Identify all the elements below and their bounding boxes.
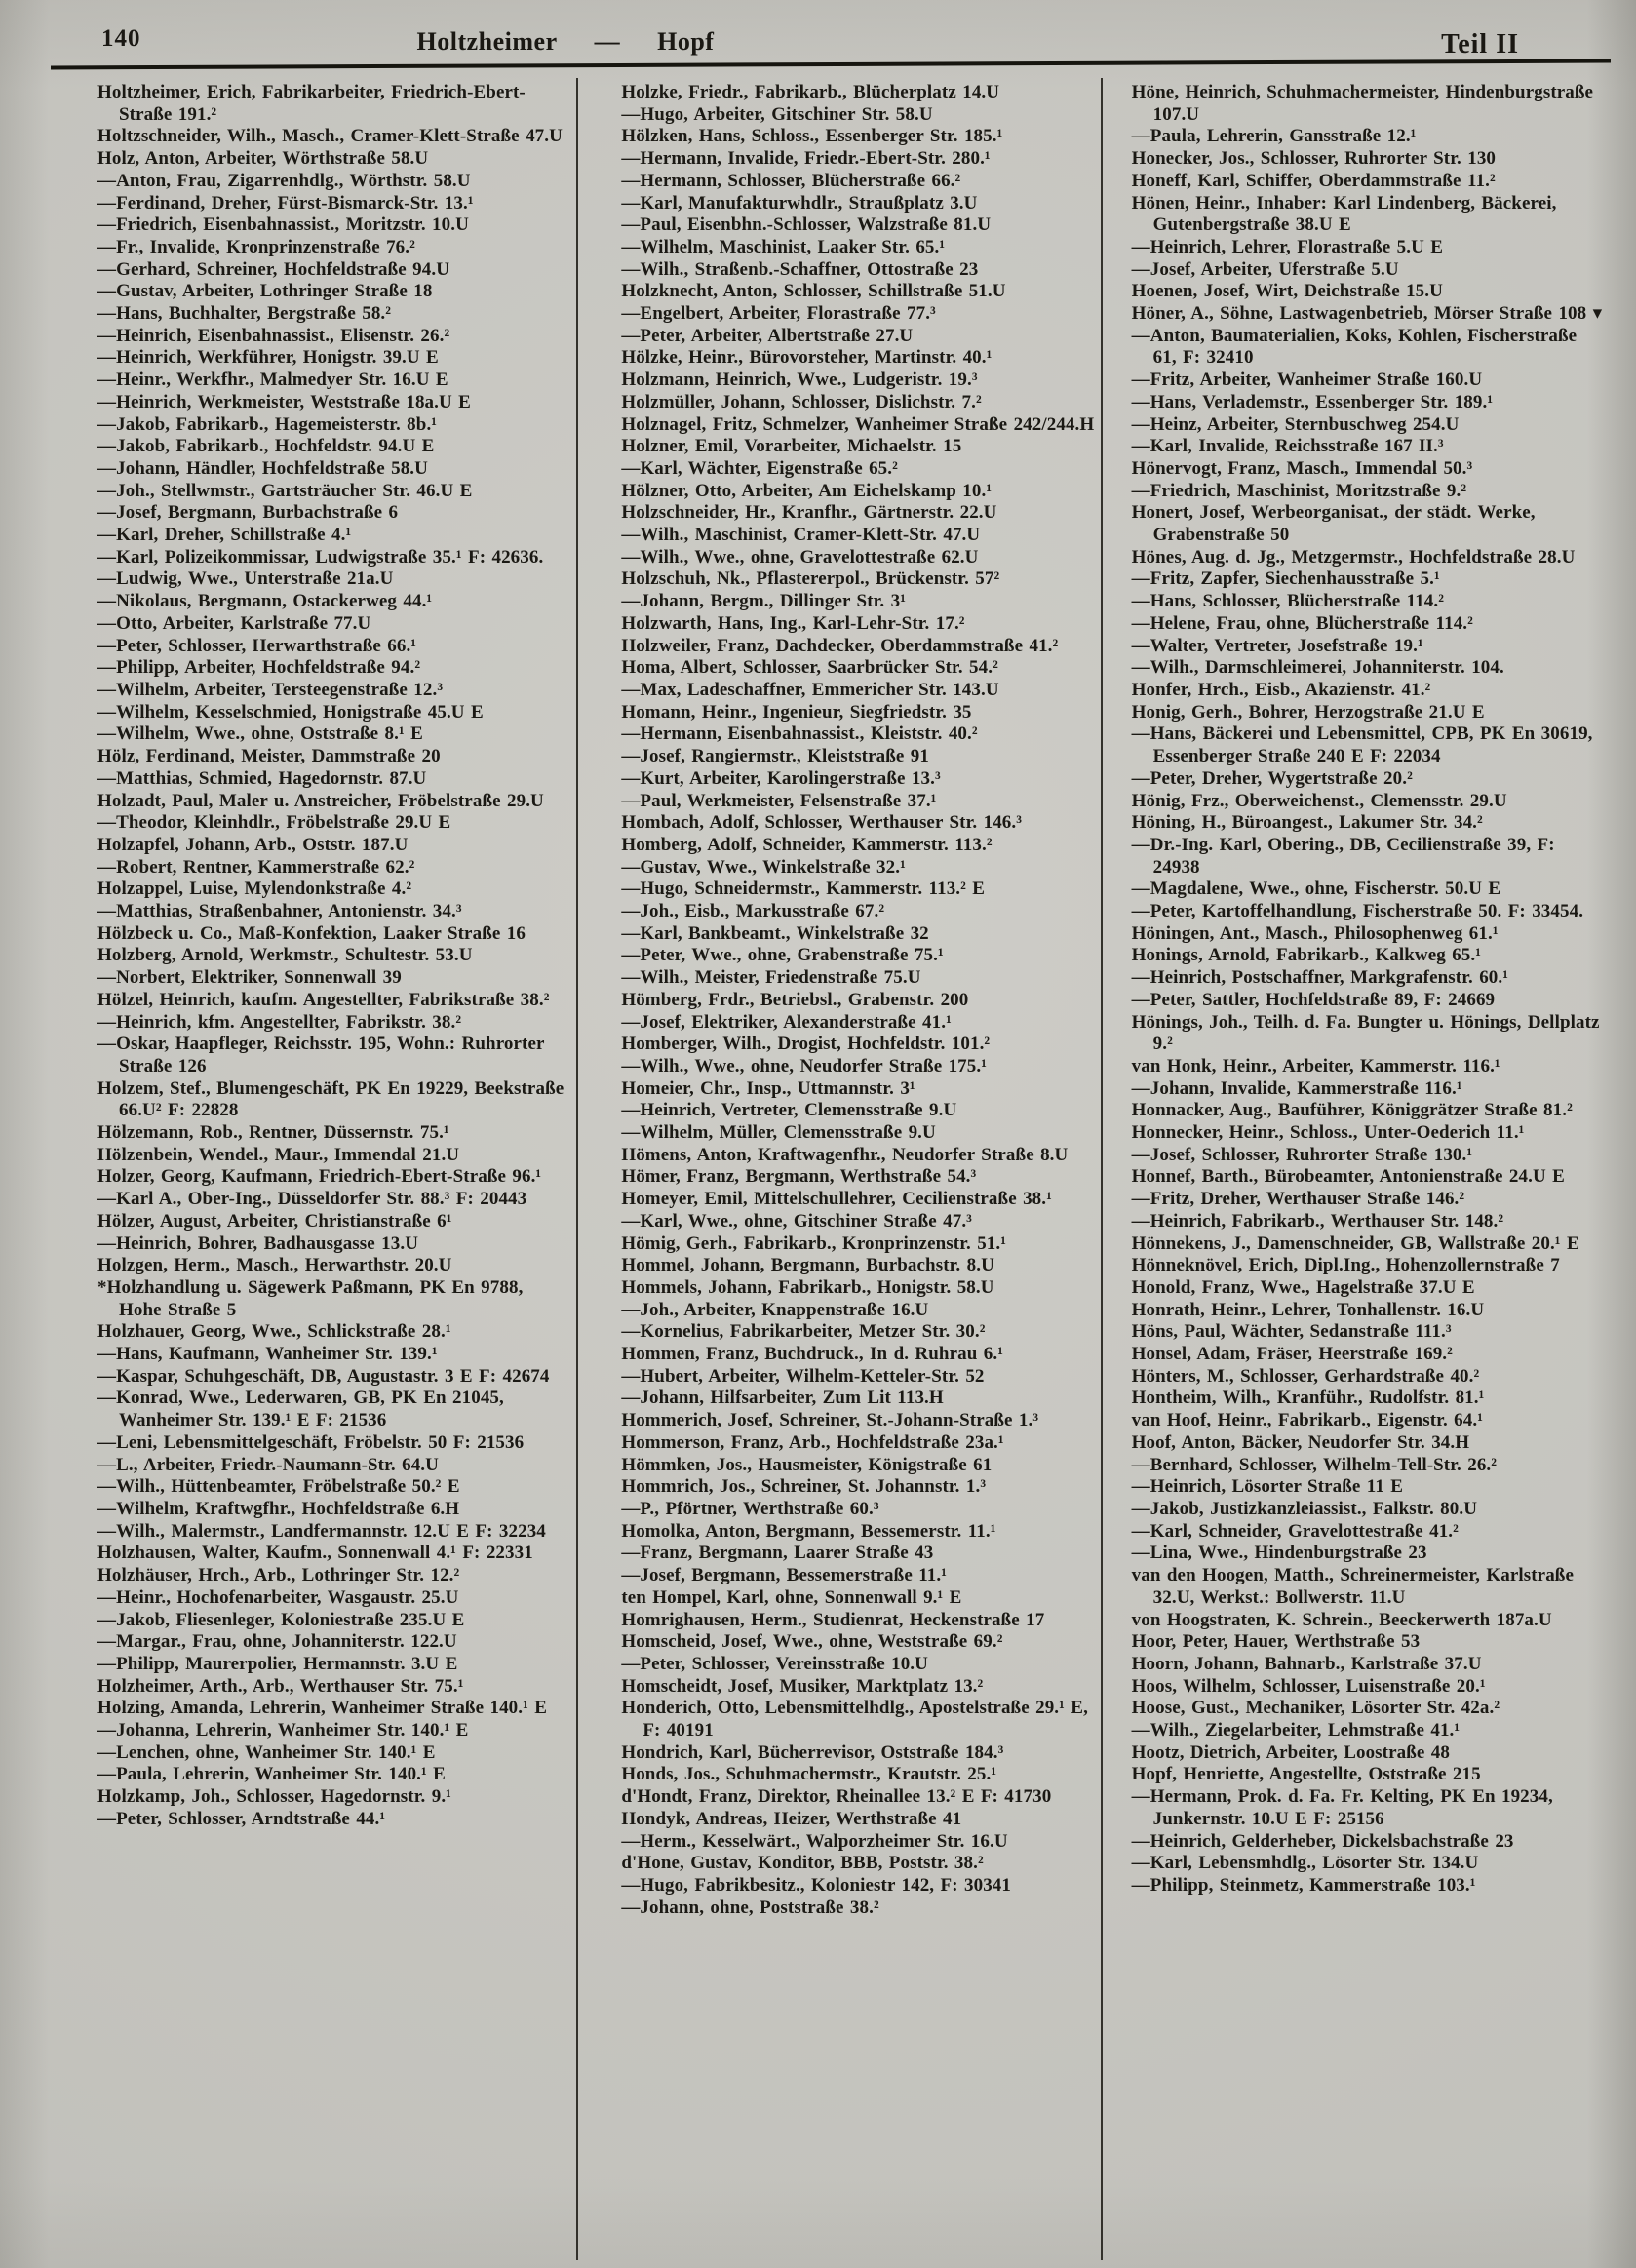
directory-entry: Honds, Jos., Schuhmachermstr., Krautstr. 25.¹ (621, 1764, 997, 1785)
directory-entry: Hommrich, Jos., Schreiner, St. Johannstr. 1.³ (621, 1476, 987, 1498)
directory-entry: —Paul, Eisenbhn.-Schlosser, Walzstraße 81.U (621, 215, 992, 236)
directory-entry: —Heinz, Arbeiter, Sternbuschweg 254.U (1131, 413, 1460, 435)
directory-entry: Holzheimer, Arth., Arb., Werthauser Str. 75.¹ (97, 1675, 464, 1697)
directory-entry: —Philipp, Steinmetz, Kammerstraße 103.¹ (1131, 1874, 1476, 1896)
directory-entry: Holzhausen, Walter, Kaufm., Sonnenwall 4.¹ F: 22331 (97, 1543, 533, 1564)
columns-container (55, 78, 1611, 2260)
column-1 (55, 78, 576, 2260)
directory-entry: —Wilh., Wwe., ohne, Gravelottestraße 62.U (621, 546, 979, 567)
directory-entry: Honnacker, Aug., Bauführer, Königgrätzer Straße 81.² (1131, 1100, 1573, 1121)
directory-entry: Holzknecht, Anton, Schlosser, Schillstraße 51.U (621, 281, 1006, 302)
directory-entry: Hömens, Anton, Kraftwagenfhr., Neudorfer Straße 8.U (621, 1144, 1069, 1165)
column-3 (1101, 78, 1611, 2260)
directory-entry: —Herm., Kesselwärt., Walporzheimer Str. 16.U (621, 1830, 1008, 1852)
directory-entry: —Joh., Eisb., Markusstraße 67.² (621, 901, 885, 922)
directory-entry: Honert, Josef, Werbeorganisat., der städt. Werke, Grabenstraße 50 (1131, 502, 1536, 546)
directory-entry: —P., Pförtner, Werthstraße 60.³ (621, 1499, 879, 1519)
directory-entry: —Margar., Frau, ohne, Johanniterstr. 122.U (97, 1631, 457, 1653)
directory-entry: —Joh., Stellwmstr., Gartsträucher Str. 46.U E (97, 480, 473, 501)
directory-entry: —Heinr., Hochofenarbeiter, Wasgaustr. 25.U (97, 1586, 459, 1608)
directory-entry: —Wilh., Straßenb.-Schaffner, Ottostraße 23 (621, 258, 979, 280)
directory-entry: —Hans, Kaufmann, Wanheimer Str. 139.¹ (97, 1344, 438, 1365)
title-last-entry: Hopf (657, 27, 715, 56)
directory-entry: —Karl, Schneider, Gravelottestraße 41.² (1131, 1520, 1459, 1542)
directory-entry: —Heinrich, Vertreter, Clemensstraße 9.U (621, 1100, 957, 1121)
directory-entry: Holz, Anton, Arbeiter, Wörthstraße 58.U (97, 148, 429, 170)
directory-entry: Holzschneider, Hr., Kranfhr., Gärtnerstr. 22.U (621, 502, 997, 524)
directory-entry: *Holzhandlung u. Sägewerk Paßmann, PK En 9788, Hohe Straße 5 (97, 1276, 524, 1320)
directory-entry: —Karl, Bankbeamt., Winkelstraße 32 (621, 922, 929, 944)
directory-entry: —Hugo, Schneidermstr., Kammerstr. 113.² E (621, 879, 986, 900)
directory-entry: —Engelbert, Arbeiter, Florastraße 77.³ (621, 303, 936, 325)
directory-entry: —Karl A., Ober-Ing., Düsseldorfer Str. 88.³ F: 20443 (97, 1189, 527, 1210)
directory-entry: —Fritz, Arbeiter, Wanheimer Straße 160.U (1131, 370, 1483, 391)
directory-entry: Homscheidt, Josef, Musiker, Marktplatz 13.² (621, 1675, 984, 1697)
directory-entry: von Hoogstraten, K. Schrein., Beeckerwerth 187a.U (1131, 1609, 1552, 1630)
directory-entry: Höns, Paul, Wächter, Sedanstraße 111.³ (1131, 1321, 1452, 1343)
directory-entry: Hölzbeck u. Co., Maß-Konfektion, Laaker Straße 16 (97, 922, 526, 944)
directory-entry: —Lina, Wwe., Hindenburgstraße 23 (1131, 1543, 1427, 1564)
directory-entry: Höning, H., Büroangest., Lakumer Str. 34.² (1131, 812, 1483, 834)
directory-entry: —Heinrich, Lösorter Straße 11 E (1131, 1476, 1404, 1498)
directory-entry: Holzberg, Arnold, Werkmstr., Schultestr. 53.U (97, 945, 473, 966)
directory-entry: Holzke, Friedr., Fabrikarb., Blücherplatz 14.U (621, 82, 1000, 102)
directory-entry: —Robert, Rentner, Kammerstraße 62.² (97, 856, 415, 878)
directory-entry: Homrighausen, Herm., Studienrat, Heckenstraße 17 (621, 1609, 1045, 1630)
directory-entry: —Wilh., Malermstr., Landfermannstr. 12.U E F: 32234 (97, 1520, 546, 1542)
directory-entry: Holzhäuser, Hrch., Arb., Lothringer Str. 12.² (97, 1565, 460, 1586)
directory-entry: —Karl, Lebensmhdlg., Lösorter Str. 134.U (1131, 1853, 1479, 1874)
directory-entry: Holzkamp, Joh., Schlosser, Hagedornstr. 9.¹ (97, 1786, 451, 1808)
directory-entry: Hölzer, August, Arbeiter, Christianstraße 6¹ (97, 1210, 452, 1232)
directory-entry: —L., Arbeiter, Friedr.-Naumann-Str. 64.U (97, 1454, 439, 1475)
directory-entry: —Lenchen, ohne, Wanheimer Str. 140.¹ E (97, 1741, 436, 1763)
directory-entry: —Wilh., Darmschleimerei, Johanniterstr. 104. (1131, 657, 1504, 679)
directory-entry: —Matthias, Straßenbahner, Antonienstr. 34.³ (97, 901, 462, 922)
directory-entry: Honnecker, Heinr., Schloss., Unter-Oederich 11.¹ (1131, 1122, 1525, 1144)
directory-entry: van Honk, Heinr., Arbeiter, Kammerstr. 116.¹ (1131, 1055, 1500, 1076)
directory-entry: Homscheid, Josef, Wwe., ohne, Weststraße 69.² (621, 1631, 1003, 1653)
page-title (0, 27, 1131, 57)
directory-entry: —Helene, Frau, ohne, Blücherstraße 114.² (1131, 612, 1473, 634)
directory-entry: —Josef, Bergmann, Bessemerstraße 11.¹ (621, 1565, 948, 1586)
directory-entry: Hoos, Wilhelm, Schlosser, Luisenstraße 20.¹ (1131, 1675, 1486, 1697)
directory-entry: —Hermann, Eisenbahnassist., Kleiststr. 40.² (621, 723, 978, 745)
directory-entry: —Norbert, Elektriker, Sonnenwall 39 (97, 967, 402, 989)
directory-entry: —Matthias, Schmied, Hagedornstr. 87.U (97, 767, 427, 789)
directory-entry: Holzweiler, Franz, Dachdecker, Oberdammstraße 41.² (621, 635, 1059, 656)
directory-entry: —Johann, Invalide, Kammerstraße 116.¹ (1131, 1077, 1462, 1099)
directory-entry: —Wilhelm, Arbeiter, Tersteegenstraße 12.³ (97, 679, 444, 700)
directory-entry: —Dr.-Ing. Karl, Obering., DB, Cecilienstraße 39, F: 24938 (1131, 834, 1555, 878)
directory-entry: Hömmken, Jos., Hausmeister, Königstraße 61 (621, 1454, 993, 1475)
directory-entry: —Josef, Arbeiter, Uferstraße 5.U (1131, 258, 1399, 280)
directory-entry: van Hoof, Heinr., Fabrikarb., Eigenstr. 64.¹ (1131, 1410, 1483, 1431)
directory-entry: —Peter, Schlosser, Vereinsstraße 10.U (621, 1653, 928, 1674)
directory-entry: Hölzel, Heinrich, kaufm. Angestellter, Fabrikstraße 38.² (97, 989, 550, 1010)
directory-entry: ten Hompel, Karl, ohne, Sonnenwall 9.¹ E (621, 1586, 962, 1608)
directory-entry: Hömer, Franz, Bergmann, Werthstraße 54.³ (621, 1166, 977, 1188)
directory-entry: —Gerhard, Schreiner, Hochfeldstraße 94.U (97, 258, 450, 280)
directory-entry: Hommen, Franz, Buchdruck., In d. Ruhrau 6.¹ (621, 1344, 1003, 1365)
directory-entry: Hommerson, Franz, Arb., Hochfeldstraße 23a.¹ (621, 1431, 1004, 1453)
directory-entry: —Bernhard, Schlosser, Wilhelm-Tell-Str. 26.² (1131, 1454, 1498, 1475)
directory-entry: —Gustav, Arbeiter, Lothringer Straße 18 (97, 281, 433, 302)
directory-entry: Homa, Albert, Schlosser, Saarbrücker Str. 54.² (621, 657, 998, 679)
directory-entry: Homeyer, Emil, Mittelschullehrer, Cecilienstraße 38.¹ (621, 1189, 1052, 1210)
directory-entry: —Hans, Bäckerei und Lebensmittel, CPB, PK En 30619, Essenberger Straße 240 E F: 22034 (1131, 723, 1593, 767)
directory-entry: —Josef, Elektriker, Alexanderstraße 41.¹ (621, 1011, 952, 1033)
directory-entry: Holzner, Emil, Vorarbeiter, Michaelstr. 15 (621, 436, 962, 457)
directory-entry: Honderich, Otto, Lebensmittelhdlg., Apostelstraße 29.¹ E, F: 40191 (621, 1698, 1088, 1741)
directory-entry: —Wilhelm, Maschinist, Laaker Str. 65.¹ (621, 236, 946, 257)
directory-entry: —Walter, Vertreter, Josefstraße 19.¹ (1131, 635, 1423, 656)
directory-entry: —Wilh., Ziegelarbeiter, Lehmstraße 41.¹ (1131, 1720, 1461, 1741)
directory-entry: —Max, Ladeschaffner, Emmericher Str. 143.U (621, 679, 999, 700)
directory-entry: —Anton, Baumaterialien, Koks, Kohlen, Fischerstraße 61, F: 32410 (1131, 325, 1578, 369)
directory-entry: —Paula, Lehrerin, Wanheimer Str. 140.¹ E (97, 1764, 446, 1785)
directory-entry: —Heinrich, Bohrer, Badhausgasse 13.U (97, 1232, 419, 1254)
directory-entry: van den Hoogen, Matth., Schreinermeister, Karlstraße 32.U, Werkst.: Bollwerstr. 11.U (1131, 1565, 1575, 1608)
directory-entry: —Fritz, Zapfer, Siechenhausstraße 5.¹ (1131, 568, 1440, 590)
directory-entry: —Heinrich, Eisenbahnassist., Elisenstr. 26.² (97, 325, 450, 346)
directory-entry: —Jakob, Fliesenleger, Koloniestraße 235.U E (97, 1609, 465, 1630)
directory-entry: Höne, Heinrich, Schuhmachermeister, Hindenburgstraße 107.U (1131, 82, 1594, 125)
directory-entry: —Peter, Sattler, Hochfeldstraße 89, F: 24669 (1131, 989, 1496, 1010)
directory-entry: —Josef, Schlosser, Ruhrorter Straße 130.¹ (1131, 1144, 1473, 1165)
title-dash: — (594, 27, 621, 56)
directory-entry: —Johann, Hilfsarbeiter, Zum Lit 113.H (621, 1388, 944, 1409)
directory-entry: Hoenen, Josef, Wirt, Deichstraße 15.U (1131, 281, 1443, 302)
directory-entry: Holzappel, Luise, Mylendonkstraße 4.² (97, 879, 412, 900)
directory-entry: Honnef, Barth., Bürobeamter, Antonienstraße 24.U E (1131, 1166, 1565, 1188)
directory-entry: d'Hone, Gustav, Konditor, BBB, Poststr. 38.² (621, 1853, 984, 1874)
directory-entry: Hölzenbein, Wendel., Maur., Immendal 21.U (97, 1144, 460, 1165)
directory-entry: —Jakob, Justizkanzleiassist., Falkstr. 80.U (1131, 1499, 1478, 1519)
directory-entry: —Fritz, Dreher, Werthauser Straße 146.² (1131, 1189, 1465, 1210)
directory-entry: —Gustav, Wwe., Winkelstraße 32.¹ (621, 856, 906, 878)
directory-entry: —Friedrich, Eisenbahnassist., Moritzstr. 10.U (97, 215, 469, 236)
directory-entry: Hommels, Johann, Fabrikarb., Honigstr. 58.U (621, 1276, 994, 1298)
directory-entry: Hölz, Ferdinand, Meister, Dammstraße 20 (97, 746, 441, 767)
directory-entry: —Heinrich, kfm. Angestellter, Fabrikstr. 38.² (97, 1011, 462, 1033)
directory-entry: Honig, Gerh., Bohrer, Herzogstraße 21.U E (1131, 701, 1485, 723)
directory-entry: —Peter, Schlosser, Herwarthstraße 66.¹ (97, 635, 417, 656)
directory-entry: —Hans, Schlosser, Blücherstraße 114.² (1131, 591, 1445, 612)
directory-entry: —Leni, Lebensmittelgeschäft, Fröbelstr. 50 F: 21536 (97, 1431, 525, 1453)
directory-entry: Holtzheimer, Erich, Fabrikarbeiter, Friedrich-Ebert-Straße 191.² (97, 82, 526, 125)
directory-entry: Homberger, Wilh., Drogist, Hochfeldstr. 101.² (621, 1034, 991, 1055)
directory-entry: —Ludwig, Wwe., Unterstraße 21a.U (97, 568, 394, 590)
directory-entry: Holznagel, Fritz, Schmelzer, Wanheimer Straße 242/244.H (621, 413, 1095, 435)
directory-entry: —Hermann, Schlosser, Blücherstraße 66.² (621, 170, 961, 191)
directory-entry: —Wilh., Hüttenbeamter, Fröbelstraße 50.² E (97, 1476, 460, 1498)
directory-entry: —Heinr., Werkfhr., Malmedyer Str. 16.U E (97, 370, 448, 391)
directory-entry: —Friedrich, Maschinist, Moritzstraße 9.² (1131, 480, 1467, 501)
directory-entry: —Konrad, Wwe., Lederwaren, GB, PK En 21045, Wanheimer Str. 139.¹ E F: 21536 (97, 1388, 504, 1431)
directory-entry: —Hermann, Prok. d. Fa. Fr. Kelting, PK En 19234, Junkernstr. 10.U E F: 25156 (1131, 1786, 1553, 1829)
directory-entry: Honeff, Karl, Schiffer, Oberdammstraße 11.² (1131, 170, 1496, 191)
page-number: 140 (101, 25, 141, 52)
directory-entry: Höningen, Ant., Masch., Philosophenweg 61.¹ (1131, 922, 1499, 944)
directory-entry: —Peter, Dreher, Wygertstraße 20.² (1131, 767, 1413, 789)
directory-entry: Holzadt, Paul, Maler u. Anstreicher, Fröbelstraße 29.U (97, 790, 544, 811)
directory-entry: —Johann, ohne, Poststraße 38.² (621, 1897, 879, 1918)
directory-entry: —Wilh., Wwe., ohne, Neudorfer Straße 175.¹ (621, 1055, 988, 1076)
directory-entry: —Oskar, Haapfleger, Reichsstr. 195, Wohn.: Ruhrorter Straße 126 (97, 1034, 545, 1076)
directory-entry: Hombach, Adolf, Schlosser, Werthauser Str. 146.³ (621, 812, 1023, 834)
directory-entry: —Josef, Bergmann, Burbachstraße 6 (97, 502, 399, 524)
directory-entry: Hontheim, Wilh., Kranführ., Rudolfstr. 81.¹ (1131, 1388, 1485, 1409)
directory-entry: Honsel, Adam, Fräser, Heerstraße 169.² (1131, 1344, 1453, 1365)
directory-entry: —Franz, Bergmann, Laarer Straße 43 (621, 1543, 934, 1564)
directory-entry: Homann, Heinr., Ingenieur, Siegfriedstr. 35 (621, 701, 972, 723)
directory-entry: Hootz, Dietrich, Arbeiter, Loostraße 48 (1131, 1741, 1450, 1763)
directory-entry: —Wilhelm, Wwe., ohne, Oststraße 8.¹ E (97, 723, 423, 745)
directory-entry: Hommerich, Josef, Schreiner, St.-Johann-Straße 1.³ (621, 1410, 1039, 1431)
directory-entry: Hondyk, Andreas, Heizer, Werthstraße 41 (621, 1808, 962, 1829)
directory-entry: Holtzschneider, Wilh., Masch., Cramer-Klett-Straße 47.U (97, 126, 563, 147)
directory-entry: —Wilhelm, Kesselschmied, Honigstraße 45.U E (97, 701, 484, 723)
directory-entry: —Hugo, Fabrikbesitz., Koloniestr 142, F: 30341 (621, 1874, 1011, 1896)
directory-entry: —Ferdinand, Dreher, Fürst-Bismarck-Str. 13.¹ (97, 192, 474, 214)
directory-entry: Holzem, Stef., Blumengeschäft, PK En 19229, Beekstraße 66.U² F: 22828 (97, 1077, 565, 1121)
directory-entry: Hommel, Johann, Bergmann, Burbachstr. 8.U (621, 1255, 994, 1276)
directory-entry: Holzwarth, Hans, Ing., Karl-Lehr-Str. 17.² (621, 612, 965, 634)
directory-entry: —Wilhelm, Müller, Clemensstraße 9.U (621, 1122, 936, 1144)
directory-entry: —Josef, Rangiermstr., Kleiststraße 91 (621, 746, 929, 767)
directory-entry: Homeier, Chr., Insp., Uttmannstr. 3¹ (621, 1077, 915, 1099)
directory-entry: —Heinrich, Lehrer, Florastraße 5.U E (1131, 236, 1444, 257)
directory-entry: —Hans, Buchhalter, Bergstraße 58.² (97, 303, 392, 325)
directory-entry: —Heinrich, Werkmeister, Weststraße 18a.U E (97, 391, 471, 412)
column-2 (576, 78, 1100, 2260)
directory-entry: Hölzner, Otto, Arbeiter, Am Eichelskamp 10.¹ (621, 480, 993, 501)
directory-entry: Hölzken, Hans, Schloss., Essenberger Str. 185.¹ (621, 126, 1003, 147)
directory-entry: —Peter, Schlosser, Arndtstraße 44.¹ (97, 1808, 386, 1829)
directory-entry: —Kurt, Arbeiter, Karolingerstraße 13.³ (621, 767, 941, 789)
directory-entry: —Peter, Wwe., ohne, Grabenstraße 75.¹ (621, 945, 944, 966)
directory-entry: Hopf, Henriette, Angestellte, Oststraße 215 (1131, 1764, 1481, 1785)
directory-entry: —Karl, Manufakturwhdlr., Straußplatz 3.U (621, 192, 978, 214)
directory-entry: —Kornelius, Fabrikarbeiter, Metzer Str. 30.² (621, 1321, 986, 1343)
directory-entry: —Paul, Werkmeister, Felsenstraße 37.¹ (621, 790, 937, 811)
directory-entry: Hönnekens, J., Damenschneider, GB, Wallstraße 20.¹ E (1131, 1232, 1579, 1254)
directory-entry: Honold, Franz, Wwe., Hagelstraße 37.U E (1131, 1276, 1475, 1298)
directory-entry: Hoor, Peter, Hauer, Werthstraße 53 (1131, 1631, 1421, 1653)
directory-entry: —Wilh., Maschinist, Cramer-Klett-Str. 47.U (621, 525, 981, 546)
directory-entry: Hönen, Heinr., Inhaber: Karl Lindenberg, Bäckerei, Gutenbergstraße 38.U E (1131, 192, 1557, 236)
directory-entry: —Karl, Dreher, Schillstraße 4.¹ (97, 525, 352, 546)
directory-entry: Hönervogt, Franz, Masch., Immendal 50.³ (1131, 457, 1473, 479)
directory-entry: Hönings, Joh., Teilh. d. Fa. Bungter u. Hönings, Dellplatz 9.² (1131, 1011, 1600, 1055)
directory-entry: —Hugo, Arbeiter, Gitschiner Str. 58.U (621, 103, 933, 125)
directory-entry: —Heinrich, Gelderheber, Dickelsbachstraße 23 (1131, 1830, 1514, 1852)
directory-entry: —Joh., Arbeiter, Knappenstraße 16.U (621, 1299, 929, 1320)
directory-entry: —Wilh., Meister, Friedenstraße 75.U (621, 967, 921, 989)
directory-entry: Hoof, Anton, Bäcker, Neudorfer Str. 34.H (1131, 1431, 1470, 1453)
directory-entry: —Philipp, Maurerpolier, Hermannstr. 3.U E (97, 1653, 458, 1674)
directory-entry: Honecker, Jos., Schlosser, Ruhrorter Str. 130 (1131, 148, 1497, 170)
directory-entry: —Philipp, Arbeiter, Hochfeldstraße 94.² (97, 657, 421, 679)
directory-entry: —Johann, Bergm., Dillinger Str. 3¹ (621, 591, 907, 612)
directory-entry: —Magdalene, Wwe., ohne, Fischerstr. 50.U E (1131, 879, 1501, 900)
directory-entry: —Johann, Händler, Hochfeldstraße 58.U (97, 457, 428, 479)
directory-entry: Hoorn, Johann, Bahnarb., Karlstraße 37.U (1131, 1653, 1482, 1674)
directory-entry: Hömig, Gerh., Fabrikarb., Kronprinzenstr. 51.¹ (621, 1232, 1007, 1254)
directory-entry: —Heinrich, Postschaffner, Markgrafenstr. 60.¹ (1131, 967, 1509, 989)
directory-entry: —Peter, Kartoffelhandlung, Fischerstraße 50. F: 33454. (1131, 901, 1584, 922)
directory-entry: Holzschuh, Nk., Pflastererpol., Brückenstr. 57² (621, 568, 1000, 590)
part-label: Teil II (1441, 29, 1519, 59)
directory-entry: —Johanna, Lehrerin, Wanheimer Str. 140.¹ E (97, 1720, 469, 1741)
directory-entry: —Jakob, Fabrikarb., Hochfeldstr. 94.U E (97, 436, 435, 457)
directory-entry: Hoose, Gust., Mechaniker, Lösorter Str. 42a.² (1131, 1698, 1500, 1719)
directory-entry: —Karl, Wwe., ohne, Gitschiner Straße 47.³ (621, 1210, 972, 1232)
directory-entry: —Heinrich, Fabrikarb., Werthauser Str. 148.² (1131, 1210, 1504, 1232)
directory-entry: Hondrich, Karl, Bücherrevisor, Oststraße 184.³ (621, 1741, 1004, 1763)
directory-entry: Hömberg, Frdr., Betriebsl., Grabenstr. 200 (621, 989, 969, 1010)
directory-entry: —Peter, Arbeiter, Albertstraße 27.U (621, 325, 914, 346)
directory-entry: Holzing, Amanda, Lehrerin, Wanheimer Straße 140.¹ E (97, 1698, 548, 1719)
directory-entry: Holzhauer, Georg, Wwe., Schlickstraße 28.¹ (97, 1321, 451, 1343)
directory-entry: Höner, A., Söhne, Lastwagenbetrieb, Mörser Straße 108 ▾ (1131, 303, 1603, 325)
directory-entry: —Otto, Arbeiter, Karlstraße 77.U (97, 612, 371, 634)
directory-entry: Holzgen, Herm., Masch., Herwarthstr. 20.U (97, 1255, 452, 1276)
directory-entry: —Karl, Wächter, Eigenstraße 65.² (621, 457, 898, 479)
directory-entry: Hönig, Frz., Oberweichenst., Clemensstr. 29.U (1131, 790, 1507, 811)
directory-entry: —Heinrich, Werkführer, Honigstr. 39.U E (97, 347, 439, 369)
directory-entry: d'Hondt, Franz, Direktor, Rheinallee 13.² E F: 41730 (621, 1786, 1052, 1808)
directory-entry: Homolka, Anton, Bergmann, Bessemerstr. 11.¹ (621, 1520, 996, 1542)
directory-entry: Homberg, Adolf, Schneider, Kammerstr. 113.² (621, 834, 993, 855)
title-first-entry: Holtzheimer (416, 27, 558, 56)
directory-entry: Holzmann, Heinrich, Wwe., Ludgeristr. 19.³ (621, 370, 978, 391)
directory-entry: —Jakob, Fabrikarb., Hagemeisterstr. 8b.¹ (97, 413, 438, 435)
directory-entry: —Fr., Invalide, Kronprinzenstraße 76.² (97, 236, 415, 257)
directory-entry: Honfer, Hrch., Eisb., Akazienstr. 41.² (1131, 679, 1431, 700)
directory-entry: Holzer, Georg, Kaufmann, Friedrich-Ebert-Straße 96.¹ (97, 1166, 542, 1188)
directory-entry: —Theodor, Kleinhdlr., Fröbelstraße 29.U E (97, 812, 451, 834)
directory-entry: Honrath, Heinr., Lehrer, Tonhallenstr. 16.U (1131, 1299, 1485, 1320)
directory-entry: —Anton, Frau, Zigarrenhdlg., Wörthstr. 58.U (97, 170, 471, 191)
directory-entry: —Karl, Polizeikommissar, Ludwigstraße 35.¹ F: 42636. (97, 546, 544, 567)
directory-entry: Hölzemann, Rob., Rentner, Düssernstr. 75.¹ (97, 1122, 449, 1144)
directory-entry: Holzmüller, Johann, Schlosser, Dislichstr. 7.² (621, 391, 982, 412)
directory-entry: Hönes, Aug. d. Jg., Metzgermstr., Hochfeldstraße 28.U (1131, 546, 1576, 567)
directory-entry: —Karl, Invalide, Reichsstraße 167 II.³ (1131, 436, 1444, 457)
directory-entry: —Wilhelm, Kraftwgfhr., Hochfeldstraße 6.H (97, 1499, 460, 1519)
directory-entry: Holzapfel, Johann, Arb., Oststr. 187.U (97, 834, 409, 855)
directory-entry: Honings, Arnold, Fabrikarb., Kalkweg 65.¹ (1131, 945, 1482, 966)
directory-entry: Hölzke, Heinr., Bürovorsteher, Martinstr. 40.¹ (621, 347, 993, 369)
directory-entry: Hönters, M., Schlosser, Gerhardstraße 40.² (1131, 1365, 1480, 1387)
directory-entry: —Paula, Lehrerin, Gansstraße 12.¹ (1131, 126, 1417, 147)
directory-entry: Hönneknövel, Erich, Dipl.Ing., Hohenzollernstraße 7 (1131, 1255, 1560, 1276)
directory-entry: —Nikolaus, Bergmann, Ostackerweg 44.¹ (97, 591, 433, 612)
directory-entry: —Hans, Verlademstr., Essenberger Str. 189.¹ (1131, 391, 1494, 412)
directory-entry: —Hermann, Invalide, Friedr.-Ebert-Str. 280.¹ (621, 148, 991, 170)
directory-entry: —Hubert, Arbeiter, Wilhelm-Ketteler-Str. 52 (621, 1365, 985, 1387)
directory-entry: —Kaspar, Schuhgeschäft, DB, Augustastr. 3 E F: 42674 (97, 1365, 550, 1387)
header-rule (51, 59, 1611, 70)
